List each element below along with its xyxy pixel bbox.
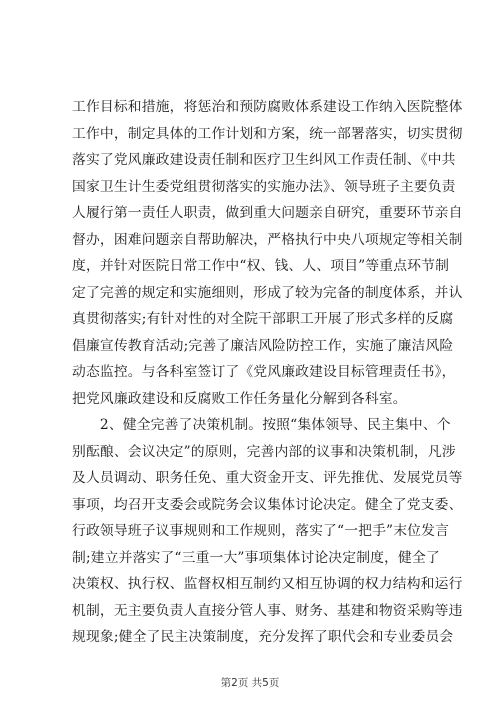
text-line: 2、健全完善了决策机制。按照“集体领导、民主集中、个 — [72, 417, 451, 433]
text-line: 制;建立并落实了“三重一大”事项集体讨论决定制度，健全了 — [72, 549, 440, 566]
text-line: 把党风廉政建设和反腐败工作任务量化分解到各科室。 — [72, 390, 407, 407]
body-text — [72, 94, 463, 651]
text-line: 别酝酿、会议决定”的原则，完善内部的议事和决策机制，凡涉 — [72, 443, 456, 460]
text-line: 决策权、执行权、监督权相互制约又相互协调的权力结构和运行 — [72, 576, 463, 592]
text-line: 事项，均召开支委会或院务会议集体讨论决定。健全了党支委、 — [72, 496, 463, 513]
text-line: 机制，无主要负责人直接分管人事、财务、基建和物资采购等违 — [72, 602, 463, 619]
page-number-footer: 第2页 共5页 — [220, 677, 280, 689]
text-line: 动态监控。与各科室签订了《党风廉政建设目标管理责任书》， — [72, 364, 456, 380]
text-line: 工作目标和措施，将惩治和预防腐败体系建设工作纳入医院整体 — [72, 99, 463, 115]
text-line: 定了完善的规定和实施细则，形成了较为完备的制度体系，并认 — [72, 284, 463, 301]
text-line: 人履行第一责任人职责，做到重大问题亲自研究，重要环节亲自 — [72, 205, 463, 221]
text-line: 真贯彻落实;有针对性的对全院干部职工开展了形式多样的反腐 — [72, 311, 454, 327]
text-line: 督办，困难问题亲自帮助解决，严格执行中央八项规定等相关制 — [72, 231, 463, 248]
text-line: 规现象;健全了民主决策制度，充分发挥了职代会和专业委员会 — [72, 629, 454, 645]
text-line: 及人员调动、职务任免、重大资金开支、评先推优、发展党员等 — [72, 470, 463, 486]
text-line: 落实了党风廉政建设责任制和医疗卫生纠风工作责任制、《中共 — [72, 152, 456, 168]
text-line: 倡廉宣传教育活动;完善了廉洁风险防控工作，实施了廉洁风险 — [72, 337, 454, 354]
text-line: 国家卫生计生委党组贯彻落实的实施办法》、领导班子主要负责 — [72, 178, 456, 195]
text-line: 度，并针对医院日常工作中“权、钱、人、项目”等重点环节制 — [72, 258, 450, 274]
text-line: 工作中，制定具体的工作计划和方案，统一部署落实，切实贯彻 — [72, 125, 463, 142]
text-line: 行政领导班子议事规则和工作规则，落实了“一把手”末位发言 — [72, 523, 450, 539]
